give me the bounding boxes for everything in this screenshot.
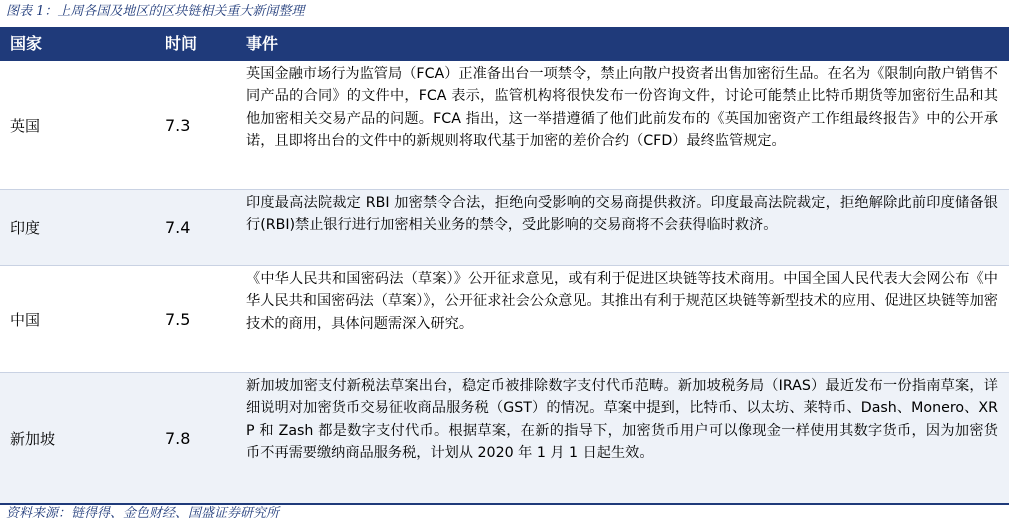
country-cell: 英国 xyxy=(10,116,41,135)
country-cell: 印度 xyxy=(10,219,41,237)
time-cell: 7.4 xyxy=(165,218,191,237)
time-cell: 7.8 xyxy=(165,428,191,448)
source-note: 资料来源：链得得、金色财经、国盛证券研究所 xyxy=(6,506,280,521)
table-row-uk xyxy=(0,61,1009,190)
event-cell: 新加坡加密支付新税法草案出台，稳定币被排除数字支付代币范畴。新加坡税务局（IRAS）最近发布一份指南草案，详细说明对加密货币交易征收商品服务税（GST）的情况。草案中提到，比特币、以太坊、莱特币、Dash、Monero、XRP 和 Zash 都是数字支付代币。根据草案，在新的指导下，加密货币用户可以像现金一样使用其数字货币，因为加密货币不再需要缴纳商品服务税，计划从 2020 年 1 月 1 日起生效。 xyxy=(246,378,998,462)
event-cell: 英国金融市场行为监管局（FCA）正准备出台一项禁令，禁止向散户投资者出售加密衍生品。在名为《限制向散户销售不同产品的合同》的文件中，FCA 表示，监管机构将很快发布一份咨询文件，讨论可能禁止比特币期货等加密衍生品和其他加密相关交易产品的问题。FCA 指出，这一举措遵循了他们此前发布的《英国加密资产工作组最终报告》中的公开承诺，且即将出台的文件中的新规则将取代基于加密的差价合约（CFD）最终监管规定。 xyxy=(246,66,998,150)
header-event: 事件 xyxy=(246,34,279,53)
header-time: 时间 xyxy=(165,34,198,53)
table-caption: 图表 1：上周各国及地区的区块链相关重大新闻整理 xyxy=(6,4,305,19)
country-cell: 新加坡 xyxy=(10,429,56,448)
event-cell: 《中华人民共和国密码法（草案）》公开征求意见，或有利于促进区块链等技术商用。中国全国人民代表大会网公布《中华人民共和国密码法（草案）》，公开征求社会公众意见。其推出有利于规范区块链等新型技术的应用、促进区块链等加密技术的商用，具体问题需深入研究。 xyxy=(246,271,998,332)
country-cell: 中国 xyxy=(10,310,41,329)
time-cell: 7.5 xyxy=(165,309,191,329)
table-row-singapore xyxy=(0,373,1009,503)
event-cell: 印度最高法院裁定 RBI 加密禁令合法，拒绝向受影响的交易商提供救济。印度最高法院裁定，拒绝解除此前印度储备银行(RBI)禁止银行进行加密相关业务的禁令，受此影响的交易商将不会获得临时救济。 xyxy=(246,195,998,234)
header-country: 国家 xyxy=(10,34,43,53)
table-header xyxy=(0,27,1009,61)
time-cell: 7.3 xyxy=(165,115,191,135)
table-row-china xyxy=(0,266,1009,373)
table-row-india xyxy=(0,190,1009,266)
